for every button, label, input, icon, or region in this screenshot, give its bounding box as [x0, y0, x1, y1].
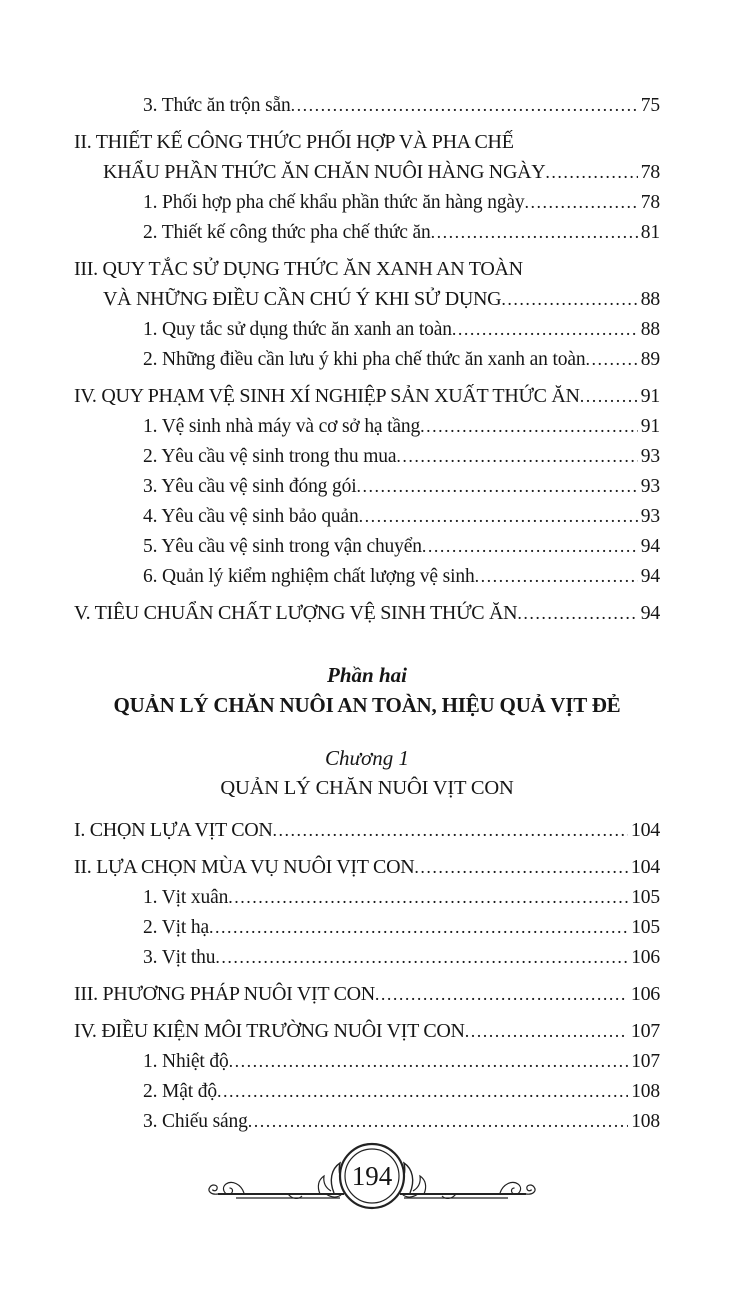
toc-entry-page: 78 — [640, 161, 660, 183]
toc-entry — [74, 217, 660, 247]
toc-entry-page: 93 — [640, 476, 660, 497]
toc-entry-page: 94 — [640, 602, 660, 624]
toc-entry-label: 6. Quản lý kiểm nghiệm chất lượng vệ sinh — [143, 566, 475, 587]
part-kicker: Phần hai — [327, 663, 407, 687]
toc-entry-page: 105 — [631, 887, 660, 908]
toc-entry-label: III. PHƯƠNG PHÁP NUÔI VỊT CON — [74, 983, 375, 1005]
toc-entry-label: 4. Yêu cầu vệ sinh bảo quản — [143, 506, 359, 527]
toc-entry-page: 105 — [631, 917, 660, 938]
toc-entry-label: IV. ĐIỀU KIỆN MÔI TRƯỜNG NUÔI VỊT CON — [74, 1020, 465, 1042]
toc-entry — [74, 1106, 660, 1136]
toc-entry-page: 88 — [640, 288, 660, 310]
toc-entry-page: 88 — [640, 319, 660, 340]
toc-entry-label: II. LỰA CHỌN MÙA VỤ NUÔI VỊT CON — [74, 856, 415, 878]
footer-ornament — [0, 1136, 744, 1220]
toc-entry-label: III. QUY TẮC SỬ DỤNG THỨC ĂN XANH AN TOÀN — [74, 258, 523, 280]
dot-leader — [422, 531, 638, 562]
footer-page-number: 194 — [351, 1161, 393, 1191]
dot-leader — [414, 852, 628, 882]
toc-entry-page: 89 — [640, 349, 660, 370]
toc-entry — [74, 942, 660, 972]
toc-entry — [74, 912, 660, 942]
toc-entry-page: 81 — [640, 222, 660, 243]
toc-entry — [74, 561, 660, 591]
dot-leader — [359, 501, 638, 532]
toc-entry-label: 2. Thiết kế công thức pha chế thức ăn — [143, 222, 431, 243]
toc-entry-label: KHẨU PHẦN THỨC ĂN CHĂN NUÔI HÀNG NGÀY — [103, 161, 546, 183]
dot-leader — [273, 815, 628, 845]
dot-leader — [420, 411, 638, 442]
toc-entry-label: 2. Vịt hạ — [143, 917, 209, 938]
toc-entry — [74, 882, 660, 912]
toc-entry-page: 107 — [631, 1051, 660, 1072]
chapter-title: QUẢN LÝ CHĂN NUÔI VỊT CON — [220, 777, 514, 799]
toc-entry-page: 94 — [640, 536, 660, 557]
toc-entry-page: 91 — [640, 416, 660, 437]
toc-entry-label: I. CHỌN LỰA VỊT CON — [74, 819, 273, 841]
toc-entry-label: V. TIÊU CHUẨN CHẤT LƯỢNG VỆ SINH THỨC ĂN — [74, 602, 518, 624]
toc-section-2 — [74, 815, 660, 1136]
dot-leader — [545, 157, 637, 187]
dot-leader — [291, 90, 638, 121]
toc-entry — [74, 157, 660, 187]
toc-entry-label: 1. Vệ sinh nhà máy và cơ sở hạ tầng — [143, 416, 421, 437]
toc-entry-label: 5. Yêu cầu vệ sinh trong vận chuyển — [143, 536, 422, 557]
toc-entry-page: 104 — [630, 856, 660, 878]
toc-entry-label: VÀ NHỮNG ĐIỀU CẦN CHÚ Ý KHI SỬ DỤNG — [103, 288, 502, 310]
toc-entry-label: 1. Vịt xuân — [143, 887, 229, 908]
toc-entry-label: 2. Những điều cần lưu ý khi pha chế thức ăn xanh an toàn — [143, 349, 586, 370]
toc-entry — [74, 411, 660, 441]
toc-entry-page: 94 — [640, 566, 660, 587]
chapter-heading — [74, 743, 660, 803]
toc-entry — [74, 598, 660, 628]
part-title: QUẢN LÝ CHĂN NUÔI AN TOÀN, HIỆU QUẢ VỊT ĐẺ — [113, 693, 621, 717]
chapter-kicker: Chương 1 — [325, 746, 409, 770]
toc-entry-label: 1. Nhiệt độ — [143, 1051, 229, 1072]
toc-entry-label: 3. Yêu cầu vệ sinh đóng gói — [143, 476, 357, 497]
dot-leader — [465, 1016, 628, 1046]
toc-entry — [74, 314, 660, 344]
toc-entry-page: 108 — [631, 1111, 660, 1132]
dot-leader — [452, 314, 638, 345]
part-heading — [74, 660, 660, 720]
toc-entry-label: 3. Chiếu sáng — [143, 1111, 248, 1132]
toc-entry — [74, 254, 660, 284]
toc-entry-label: IV. QUY PHẠM VỆ SINH XÍ NGHIỆP SẢN XUẤT THỨC ĂN — [74, 385, 580, 407]
footer-flourish-icon — [202, 1136, 542, 1220]
dot-leader — [431, 217, 638, 248]
toc-entry-label: 2. Yêu cầu vệ sinh trong thu mua — [143, 446, 397, 467]
toc-entry-label: 1. Quy tắc sử dụng thức ăn xanh an toàn — [143, 319, 452, 340]
dot-leader — [501, 284, 637, 314]
dot-leader — [217, 1076, 628, 1107]
toc-entry-page: 75 — [640, 95, 660, 116]
toc-entry — [74, 815, 660, 845]
toc-entry-page: 93 — [640, 446, 660, 467]
toc-entry — [74, 381, 660, 411]
toc-entry-label: 3. Thức ăn trộn sẵn — [143, 95, 291, 116]
toc-entry — [74, 344, 660, 374]
toc-entry-page: 107 — [630, 1020, 660, 1042]
toc-entry — [74, 90, 660, 120]
toc-section-1 — [74, 90, 660, 628]
toc-entry-page: 104 — [630, 819, 660, 841]
toc-entry — [74, 187, 660, 217]
dot-leader — [475, 561, 638, 592]
toc-entry — [74, 471, 660, 501]
dot-leader — [229, 1046, 629, 1077]
toc-entry — [74, 501, 660, 531]
toc-entry-page: 106 — [630, 983, 660, 1005]
toc-entry — [74, 127, 660, 157]
toc-entry-page: 108 — [631, 1081, 660, 1102]
dot-leader — [228, 882, 628, 913]
dot-leader — [580, 381, 638, 411]
dot-leader — [517, 598, 637, 628]
dot-leader — [209, 912, 628, 943]
toc-entry — [74, 979, 660, 1009]
toc-entry — [74, 531, 660, 561]
dot-leader — [248, 1106, 628, 1137]
toc-entry — [74, 1046, 660, 1076]
toc-entry-label: 1. Phối hợp pha chế khẩu phần thức ăn hàng ngày — [143, 192, 525, 213]
toc-entry — [74, 1076, 660, 1106]
toc-entry-label: 3. Vịt thu — [143, 947, 216, 968]
dot-leader — [585, 344, 637, 375]
dot-leader — [356, 471, 637, 502]
dot-leader — [215, 942, 628, 973]
toc-entry — [74, 441, 660, 471]
toc-entry-label: II. THIẾT KẾ CÔNG THỨC PHỐI HỢP VÀ PHA CHẾ — [74, 131, 514, 153]
toc-entry — [74, 284, 660, 314]
toc-entry-page: 106 — [631, 947, 660, 968]
toc-entry-page: 91 — [640, 385, 660, 407]
toc-entry — [74, 1016, 660, 1046]
toc-entry-label: 2. Mật độ — [143, 1081, 217, 1102]
dot-leader — [375, 979, 628, 1009]
toc-entry-page: 93 — [640, 506, 660, 527]
toc-entry-page: 78 — [640, 192, 660, 213]
toc-entry — [74, 852, 660, 882]
dot-leader — [396, 441, 637, 472]
dot-leader — [525, 187, 638, 218]
